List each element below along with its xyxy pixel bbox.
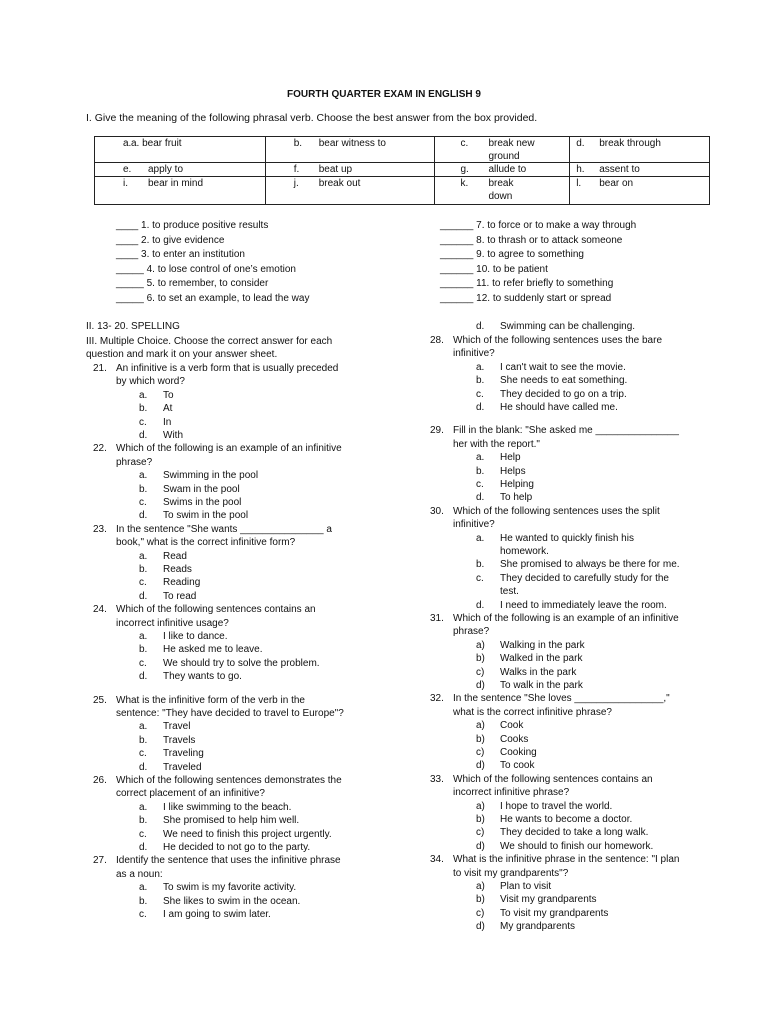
question-text: incorrect infinitive usage? xyxy=(116,617,229,629)
option-text: We should try to solve the problem. xyxy=(163,657,320,669)
option-text: Cook xyxy=(500,720,524,732)
option-letter: b. xyxy=(476,559,485,571)
box-cell: h. assent to xyxy=(570,163,710,177)
matching-item: ______ 7. to force or to make a way through xyxy=(440,220,637,231)
option-text: Reading xyxy=(163,577,201,589)
option-text: To swim in the pool xyxy=(163,510,249,522)
exam-title: FOURTH QUARTER EXAM IN ENGLISH 9 xyxy=(287,89,481,100)
option-letter: c) xyxy=(476,666,485,678)
question-text: as a noun: xyxy=(116,868,163,880)
question-number: 32. xyxy=(430,693,444,705)
option-text: Travel xyxy=(163,721,191,733)
option-text: To xyxy=(163,389,174,401)
question-text: Which of the following is an example of an infinitive xyxy=(453,613,679,624)
option-letter: b. xyxy=(139,895,148,907)
option-text: He wants to become a doctor. xyxy=(500,814,633,825)
option-letter: d. xyxy=(139,510,148,522)
option-text: Travels xyxy=(163,734,196,746)
option-letter: b) xyxy=(476,894,485,906)
option-text: He asked me to leave. xyxy=(163,644,263,656)
option-text: Reads xyxy=(163,564,192,575)
box-cell: e. apply to xyxy=(95,163,266,177)
option-text: They decided to go on a trip. xyxy=(500,388,627,400)
option-letter: a. xyxy=(139,550,148,562)
option-letter: b. xyxy=(139,564,148,575)
question-number: 31. xyxy=(430,613,444,624)
box-cell: l. bear on xyxy=(570,177,710,205)
option-letter: c) xyxy=(476,907,485,919)
question-number: 27. xyxy=(93,855,107,867)
question-number: 22. xyxy=(93,443,107,455)
option-text: Cooks xyxy=(500,733,529,745)
option-text: To visit my grandparents xyxy=(500,907,609,919)
option-letter: a. xyxy=(139,721,148,733)
option-text: Swims in the pool xyxy=(163,497,242,508)
option-letter: b) xyxy=(476,653,485,665)
option-letter: c. xyxy=(139,909,147,920)
mc-instruction: question and mark it on your answer sheet. xyxy=(86,349,278,361)
option-text: Visit my grandparents xyxy=(500,894,597,906)
matching-item: ______ 12. to suddenly start or spread xyxy=(440,292,612,304)
question-text: what is the correct infinitive phrase? xyxy=(453,706,612,718)
question-text: Which of the following sentences demonstrates the xyxy=(116,775,342,786)
question-number: 21. xyxy=(93,363,107,374)
box-cell: j. break out xyxy=(265,177,435,205)
option-text: She promised to always be there for me. xyxy=(500,559,680,571)
option-text: They wants to go. xyxy=(163,671,242,683)
option-letter: c. xyxy=(476,572,484,584)
option-text: He should have called me. xyxy=(500,402,618,413)
option-letter: d. xyxy=(139,761,148,773)
option-text: We should to finish our homework. xyxy=(500,840,654,852)
question-text: Which of the following is an example of an infinitive xyxy=(116,443,342,455)
question-number: 23. xyxy=(93,523,107,535)
option-letter: c. xyxy=(139,657,147,669)
question-number: 29. xyxy=(430,425,444,437)
question-text: her with the report." xyxy=(453,438,540,450)
option-letter: a. xyxy=(476,361,485,373)
box-cell: a. a. bear fruit xyxy=(95,137,266,163)
option-text: Cooking xyxy=(500,747,537,758)
option-letter: d) xyxy=(476,921,485,933)
option-letter: b. xyxy=(139,644,148,656)
option-letter: d. xyxy=(476,402,485,413)
option-text: Swam in the pool xyxy=(163,483,240,495)
question-text: infinitive? xyxy=(453,348,495,360)
option-text: My grandparents xyxy=(500,921,576,933)
option-text: I like to dance. xyxy=(163,631,228,642)
option-letter: a. xyxy=(139,389,148,401)
question-text: What is the infinitive phrase in the sentence: "I plan xyxy=(453,854,680,866)
option-letter: d. xyxy=(476,599,485,611)
option-letter: d. xyxy=(139,590,148,602)
matching-item: ____ 1. to produce positive results xyxy=(116,220,269,231)
matching-item: ______ 8. to thrash or to attack someone xyxy=(440,234,623,246)
option-letter: c. xyxy=(476,479,484,490)
option-letter: d. xyxy=(139,842,148,853)
option-letter: a. xyxy=(139,470,148,482)
question-text: Identify the sentence that uses the infinitive phrase xyxy=(116,855,341,867)
answer-box xyxy=(94,136,710,205)
question-number: 33. xyxy=(430,773,444,785)
question-text: phrase? xyxy=(453,626,490,638)
option-text: I need to immediately leave the room. xyxy=(500,599,667,611)
matching-item: ____ 3. to enter an institution xyxy=(116,249,245,260)
matching-item: _____ 4. to lose control of one’s emotion xyxy=(116,263,296,275)
option-letter: d. xyxy=(139,430,148,441)
option-letter: c. xyxy=(139,577,147,589)
matching-item: ______ 10. to be patient xyxy=(440,263,548,275)
question-text: Fill in the blank: "She asked me _______________ xyxy=(453,425,679,437)
option-letter: a. xyxy=(476,452,485,464)
option-letter: b. xyxy=(139,483,148,495)
option-text: Traveling xyxy=(163,748,204,760)
option-text: Walks in the park xyxy=(500,666,577,678)
spelling-heading: II. 13- 20. SPELLING xyxy=(86,321,180,332)
option-text: She likes to swim in the ocean. xyxy=(163,895,301,907)
question-text: incorrect infinitive phrase? xyxy=(453,787,570,799)
option-letter: b. xyxy=(139,815,148,827)
option-text: She promised to help him well. xyxy=(163,815,300,827)
option-letter: c) xyxy=(476,827,485,839)
option-text: Traveled xyxy=(163,761,202,773)
option-letter: a) xyxy=(476,720,485,732)
option-text: homework. xyxy=(500,546,549,557)
question-text: correct placement of an infinitive? xyxy=(116,788,265,800)
option-text: I am going to swim later. xyxy=(163,909,271,920)
option-text: test. xyxy=(500,586,519,598)
mc-instruction: III. Multiple Choice. Choose the correct answer for each xyxy=(86,336,333,347)
question-text: Which of the following sentences contains an xyxy=(453,773,653,785)
option-text: Helps xyxy=(500,465,526,477)
question-number: 30. xyxy=(430,505,444,517)
option-text: He wanted to quickly finish his xyxy=(500,532,634,544)
option-letter: b. xyxy=(139,734,148,746)
question-text: What is the infinitive form of the verb in the xyxy=(116,694,305,706)
option-letter: b) xyxy=(476,733,485,745)
option-letter: a) xyxy=(476,881,485,892)
option-letter: a) xyxy=(476,639,485,651)
box-cell: b. bear witness to xyxy=(265,137,435,163)
option-letter: a) xyxy=(476,800,485,812)
matching-item: ____ 2. to give evidence xyxy=(116,234,225,246)
option-letter: d. xyxy=(139,671,148,683)
option-text: We need to finish this project urgently. xyxy=(163,828,332,840)
question-number: 24. xyxy=(93,604,107,616)
option-letter: d. xyxy=(476,321,485,332)
box-cell: f. beat up xyxy=(265,163,435,177)
option-text: Swimming can be challenging. xyxy=(500,321,636,332)
option-letter: d) xyxy=(476,840,485,852)
matching-item: _____ 6. to set an example, to lead the way xyxy=(116,292,310,304)
option-letter: c. xyxy=(139,497,147,508)
question-text: In the sentence "She loves ________________," xyxy=(453,693,670,705)
option-text: Helping xyxy=(500,479,534,490)
question-text: by which word? xyxy=(116,376,185,388)
option-text: To swim is my favorite activity. xyxy=(163,882,297,894)
box-cell: g. allude to xyxy=(435,163,570,177)
option-text: I like swimming to the beach. xyxy=(163,801,292,813)
option-text: They decided to carefully study for the xyxy=(500,572,669,584)
option-text: I hope to travel the world. xyxy=(500,800,613,812)
option-letter: a. xyxy=(476,532,485,544)
question-text: Which of the following sentences uses the bare xyxy=(453,335,663,346)
question-text: Which of the following sentences contains an xyxy=(116,604,316,616)
option-text: To read xyxy=(163,590,197,602)
box-cell: d. break through xyxy=(570,137,710,163)
box-cell: c. break new ground xyxy=(435,137,570,163)
option-text: They decided to take a long walk. xyxy=(500,827,649,839)
option-text: Help xyxy=(500,452,521,464)
question-text: phrase? xyxy=(116,456,153,468)
question-text: sentence: "They have decided to travel to Europe"? xyxy=(116,708,344,719)
option-text: To walk in the park xyxy=(500,680,583,691)
option-text: Read xyxy=(163,550,187,562)
option-letter: d) xyxy=(476,760,485,772)
box-cell: k. break down xyxy=(435,177,570,205)
option-letter: b. xyxy=(139,403,148,415)
matching-item: _____ 5. to remember, to consider xyxy=(116,278,269,289)
option-text: I can't wait to see the movie. xyxy=(500,361,626,373)
option-letter: c. xyxy=(139,416,147,428)
option-letter: c. xyxy=(139,828,147,840)
option-text: She needs to eat something. xyxy=(500,375,628,387)
option-text: Walking in the park xyxy=(500,639,585,651)
question-text: book," what is the correct infinitive form? xyxy=(116,537,296,549)
question-number: 26. xyxy=(93,775,107,786)
option-letter: c) xyxy=(476,747,485,758)
option-letter: b) xyxy=(476,814,485,825)
option-letter: c. xyxy=(139,748,147,760)
option-letter: a. xyxy=(139,631,148,642)
option-text: To cook xyxy=(500,760,535,772)
option-text: Walked in the park xyxy=(500,653,583,665)
option-text: In xyxy=(163,416,172,428)
option-text: Swimming in the pool xyxy=(163,470,259,482)
option-letter: b. xyxy=(476,465,485,477)
matching-item: ______ 9. to agree to something xyxy=(440,249,584,260)
option-letter: c. xyxy=(476,388,484,400)
question-number: 34. xyxy=(430,854,444,866)
option-letter: d) xyxy=(476,680,485,691)
option-text: He decided to not go to the party. xyxy=(163,842,311,853)
option-text: With xyxy=(163,430,183,441)
question-text: Which of the following sentences uses the split xyxy=(453,505,660,517)
option-text: Plan to visit xyxy=(500,881,552,892)
option-text: To help xyxy=(500,492,533,504)
matching-item: ______ 11. to refer briefly to something xyxy=(440,278,614,289)
question-text: In the sentence "She wants _______________ a xyxy=(116,523,332,535)
option-text: At xyxy=(163,403,173,415)
question-number: 25. xyxy=(93,694,107,706)
question-text: infinitive? xyxy=(453,519,495,531)
option-letter: a. xyxy=(139,882,148,894)
question-number: 28. xyxy=(430,335,444,346)
option-letter: a. xyxy=(139,801,148,813)
part1-instruction: I. Give the meaning of the following phrasal verb. Choose the best answer from the box provided. xyxy=(86,112,538,124)
box-cell: i. bear in mind xyxy=(95,177,266,205)
option-letter: d. xyxy=(476,492,485,504)
question-text: to visit my grandparents"? xyxy=(453,867,569,879)
question-text: An infinitive is a verb form that is usually preceded xyxy=(116,363,339,374)
option-letter: b. xyxy=(476,375,485,387)
